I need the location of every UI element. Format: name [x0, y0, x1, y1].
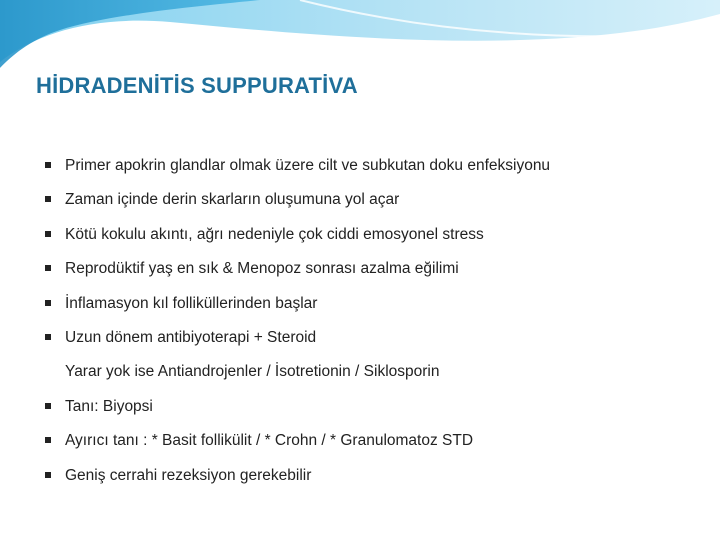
square-bullet-icon	[45, 334, 51, 340]
list-item-text: İnflamasyon kıl folliküllerinden başlar	[65, 294, 318, 312]
list-item-text: Reprodüktif yaş en sık & Menopoz sonrası azalma eğilimi	[65, 260, 459, 278]
square-bullet-icon	[45, 300, 51, 306]
square-bullet-icon	[45, 231, 51, 237]
square-bullet-icon	[45, 265, 51, 271]
list-item	[44, 257, 694, 291]
list-item-continuation	[44, 360, 694, 394]
square-bullet-icon	[45, 403, 51, 409]
list-item-text: Tanı: Biyopsi	[65, 397, 153, 415]
list-item-text: Uzun dönem antibiyoterapi + Steroid	[65, 328, 317, 346]
bullet-list	[44, 154, 694, 498]
square-bullet-icon	[45, 437, 51, 443]
list-item	[44, 188, 694, 222]
slide-title: HİDRADENİTİS SUPPURATİVA	[36, 73, 358, 98]
list-item-text: Yarar yok ise Antiandrojenler / İsotretionin / Siklosporin	[65, 363, 440, 381]
list-item	[44, 223, 694, 257]
list-item	[44, 292, 694, 326]
list-item	[44, 464, 694, 498]
list-item-text: Kötü kokulu akıntı, ağrı nedeniyle çok ciddi emosyonel stress	[65, 225, 484, 243]
list-item	[44, 395, 694, 429]
list-item	[44, 154, 694, 188]
square-bullet-icon	[45, 162, 51, 168]
list-item-text: Geniş cerrahi rezeksiyon gerekebilir	[65, 466, 312, 484]
square-bullet-icon	[45, 196, 51, 202]
list-item-text: Zaman içinde derin skarların oluşumuna yol açar	[65, 191, 400, 209]
list-item	[44, 326, 694, 360]
list-item	[44, 429, 694, 463]
list-item-text: Primer apokrin glandlar olmak üzere cilt ve subkutan doku enfeksiyonu	[65, 157, 551, 174]
square-bullet-icon	[45, 472, 51, 478]
list-item-text: Ayırıcı tanı : * Basit follikülit / * Crohn / * Granulomatoz STD	[65, 432, 474, 450]
